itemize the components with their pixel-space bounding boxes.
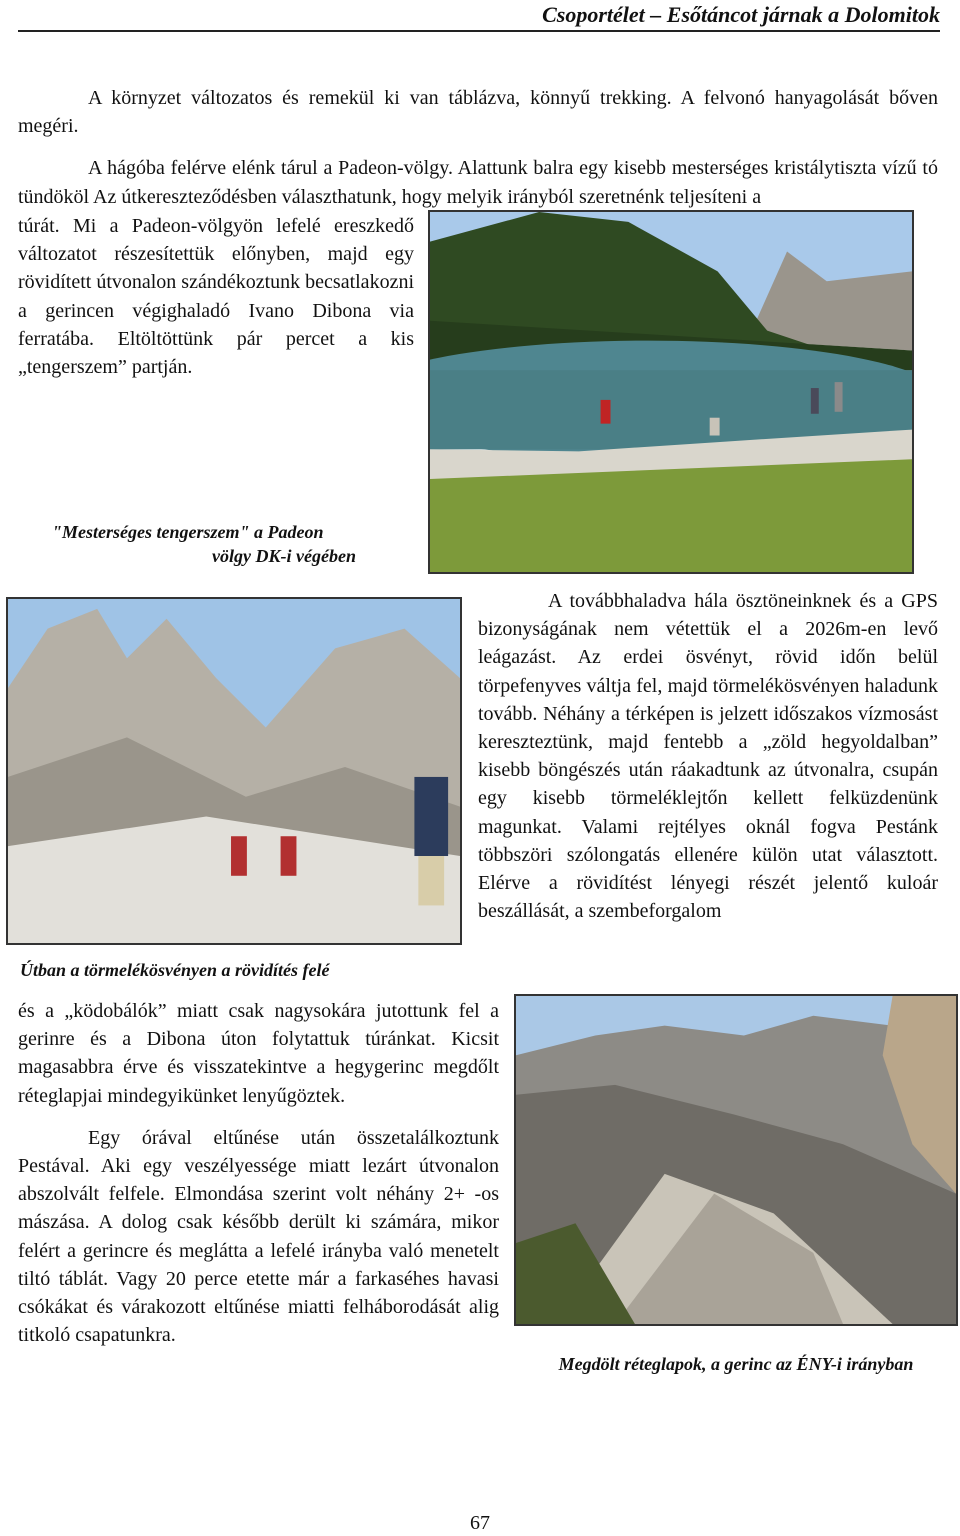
paragraph-3: A továbbhaladva hála ösztöneinknek és a GPS bizonyságának nem vétettük el a 2026m-en levő leágazást. Az erdei ösvényt, rövid időn belül törpefenyves váltja fel, majd törmelékösvényen haladunk tovább. Néhány a térképen is jelzett időszakos vízmosást kereszteztünk, majd fentebb a „zöld hegyoldalban” kisebb böngészés után ráakadtunk az útvonalra, csupán egy kisebb törmeléklejtőn kellett felküzdenünk magunkat. Valami rejtélyes oknál fogva Pestánk többszöri szólongatás ellenére külön utat választott. Elérve a rövidítést lényegi részét jelentő kuloár beszállását, a szembeforgalom [478,590,938,923]
paragraph-4: és a „ködobálók” miatt csak nagysokára jutottunk fel a gerinre és a Dibona úton folytattuk túránkat. Kicsit magasabbra érve és visszatekintve a hegygerinc megdőlt réteglapjai mindegyikünket lenyűgöztek. [18,1000,499,1107]
paragraph-4-column [18,997,499,1349]
trail-photo [6,597,462,945]
lake-image [430,212,912,572]
trail-caption: Útban a törmelékösvényen a rövidítés felé [20,960,330,980]
ridge-caption: Megdölt réteglapok, a gerinc az ÉNY-i irányban [558,1354,914,1374]
page-number: 67 [470,1512,490,1534]
lake-photo [428,210,914,574]
paragraph-intro [18,84,938,211]
paragraph-2b: túrát. Mi a Padeon-völgyön lefelé ereszkedő változatot részesítettük előnyben, majd egy rövidített útvonalon szándékoztunk becsatlakozni a gerincen végighaladó Ivano Dibona via ferratába. Eltöltöttünk pár percet a kis „tengerszem” partján. [18,215,414,379]
trail-image [8,599,460,943]
paragraph-3-column [478,587,938,925]
paragraph-5: Egy órával eltűnése után összetalálkoztunk Pestával. Aki egy veszélyessége miatt lezárt útvonalon abszolvált felfele. Elmondása szerint volt néhány 2+ -os mászása. A dolog csak később derült ki számára, mikor felért a gerincre és meglátta a lefelé irányba való menetelt tiltó táblát. Vagy 20 perce etette már a farkaséhes havasi csókákat és várakozott eltűnése miatti felháborodását alig titkoló csapatunkra. [18,1126,499,1347]
lake-caption [52,520,356,568]
ridge-image [516,996,956,1324]
header-title: Csoportélet – Esőtáncot járnak a Dolomitok [542,2,940,27]
page-header [18,0,940,32]
ridge-photo [514,994,958,1326]
lake-caption-line-1: "Mesterséges tengerszem" a Padeon [52,522,324,542]
paragraph-1: A környzet változatos és remekül ki van táblázva, könnyű trekking. A felvonó hanyagolását bőven megéri. [18,87,938,138]
paragraph-2a: A hágóba felérve elénk tárul a Padeon-völgy. Alattunk balra egy kisebb mesterséges kristálytiszta vízű tó tündököl Az útkereszteződésben választhatunk, hogy melyik irányból szeretnénk teljesíteni a [18,157,938,208]
paragraph-2b-column [18,212,414,381]
lake-caption-line-2: völgy DK-i végében [212,546,356,566]
